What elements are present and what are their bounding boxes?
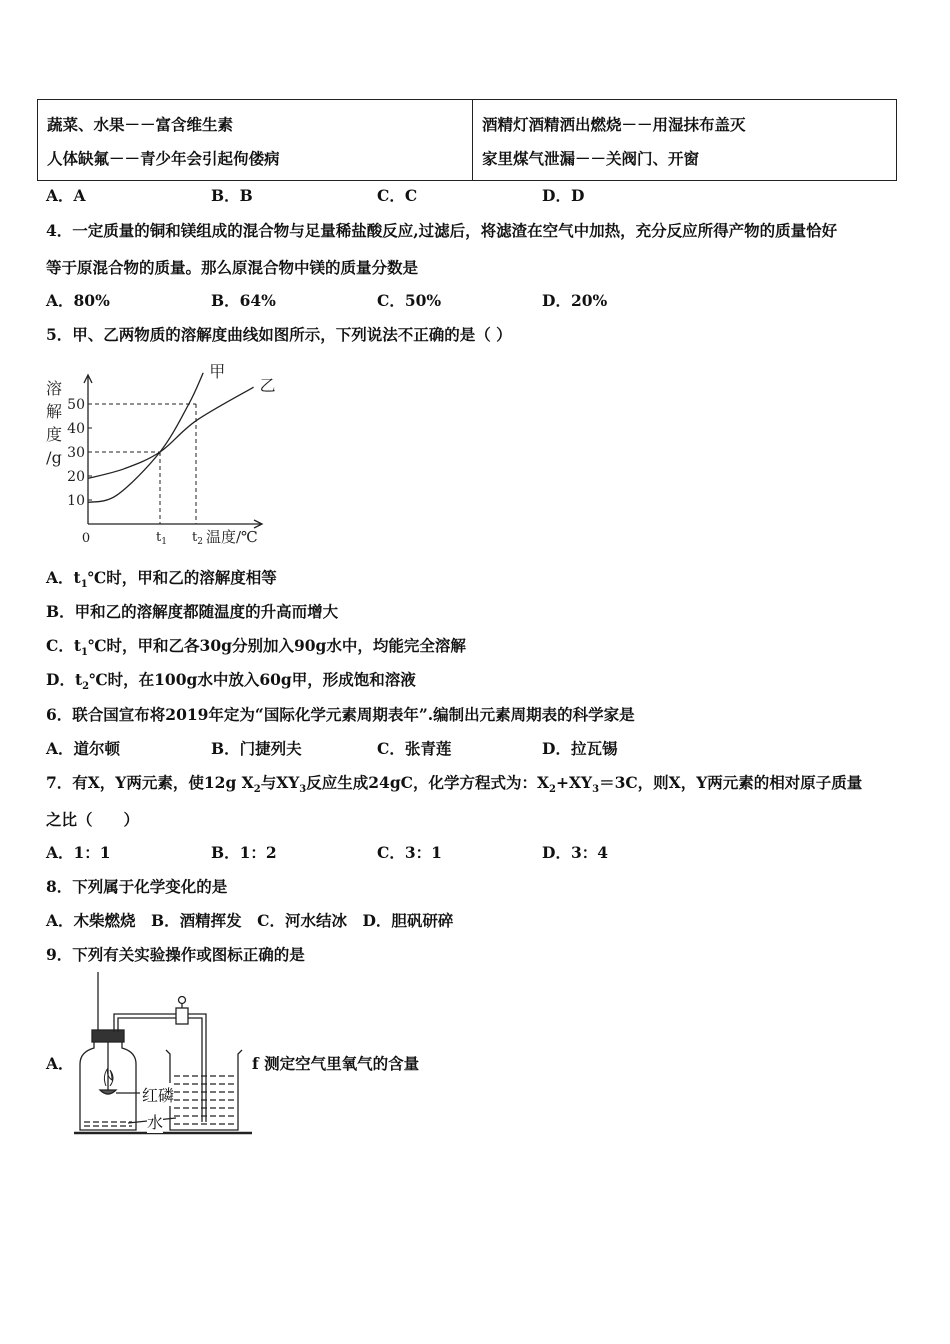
q7-sub-2a: 2 [253, 784, 261, 796]
q5-option-d-post: ℃时，在100g水中放入60g甲，形成饱和溶液 [89, 670, 416, 689]
q7-s3: 反应生成24gC，化学方程式为：X [306, 773, 550, 792]
q5-option-c-post: ℃时，甲和乙各30g分别加入90g水中，均能完全溶解 [87, 636, 466, 655]
combustion-spoon [100, 1090, 116, 1094]
q7-stem-line1 [46, 771, 862, 795]
q7-stem-line2: 之比（ ） [46, 810, 140, 829]
q9-option-a-label[interactable]: A． [46, 1054, 74, 1073]
q7-s4: +XY [556, 773, 593, 792]
q5-option-d[interactable] [46, 668, 416, 692]
q3-table-cell-right [473, 100, 897, 181]
y-tick-label: 40 [67, 421, 85, 437]
q4-stem-line1: 4．一定质量的铜和镁组成的混合物与足量稀盐酸反应,过滤后，将滤渣在空气中加热，充分反应所得产物的质量恰好 [46, 221, 838, 240]
q4-option-d[interactable]: D．20% [542, 291, 608, 310]
q7-option-b[interactable]: B．1：2 [211, 843, 277, 862]
q7-option-a[interactable]: A．1：1 [46, 843, 111, 862]
q7-sub-2b: 2 [549, 784, 556, 796]
solubility-chart [40, 362, 280, 552]
q7-s1: 7．有X，Y两元素，使12g X [46, 773, 254, 792]
q7-option-c[interactable]: C．3：1 [377, 843, 442, 862]
q9-stem: 9．下列有关实验操作或图标正确的是 [46, 945, 305, 964]
q3-option-a[interactable]: A．A [46, 186, 86, 205]
y-axis-label-char: 解 [45, 402, 63, 421]
y-tick-label: 10 [67, 493, 85, 509]
beaker [166, 1050, 242, 1130]
label-red-phosphorus: 红磷 [142, 1083, 174, 1106]
q4-option-b[interactable]: B．64% [211, 291, 276, 310]
y-tick-label: 50 [67, 397, 85, 413]
y-axis-label-char: 溶 [45, 379, 63, 398]
q4-option-c[interactable]: C．50% [377, 291, 442, 310]
x-tick-label: $t_2$ [192, 530, 203, 547]
q3-table-cell-left [38, 100, 473, 181]
q5-option-d-sub: 2 [82, 681, 90, 693]
q7-option-d[interactable]: D．3：4 [542, 843, 609, 862]
q5-option-a-post: ℃时，甲和乙的溶解度相等 [87, 568, 277, 587]
q5-option-c-sub: 1 [81, 647, 88, 659]
tube-clamp [176, 1008, 188, 1024]
q5-option-c[interactable] [46, 634, 466, 658]
series-curve-2 [88, 387, 254, 478]
q5-option-a-pre: A．t [46, 568, 81, 587]
y-axis-label-char: 度 [45, 425, 63, 444]
q3-row-1-left: 蔬菜、水果－－富含维生素 [47, 115, 234, 134]
q6-option-c[interactable]: C．张青莲 [377, 739, 452, 758]
q3-option-d[interactable]: D．D [542, 186, 585, 205]
q6-stem: 6．联合国宣布将2019年定为“国际化学元素周期表年”.编制出元素周期表的科学家是 [46, 705, 635, 724]
q3-row-2-right: 家里煤气泄漏－－关阀门、开窗 [482, 149, 700, 168]
q7-s2: 与XY [260, 773, 300, 792]
q6-option-b[interactable]: B．门捷列夫 [211, 739, 302, 758]
y-tick-label: 20 [67, 469, 85, 485]
label-water: 水 [147, 1110, 163, 1133]
series-curve-1 [88, 373, 203, 503]
q7-sub-3b: 3 [592, 784, 600, 796]
q3-row-2-left: 人体缺氟－－青少年会引起佝偻病 [47, 149, 280, 168]
q8-options[interactable]: A．木柴燃烧 B．酒精挥发 C．河水结冰 D．胆矾研碎 [46, 911, 454, 930]
q7-sub-3a: 3 [299, 784, 307, 796]
q3-row-1-right: 酒精灯酒精洒出燃烧－－用湿抹布盖灭 [482, 115, 746, 134]
q5-option-a-sub: 1 [80, 579, 88, 591]
q5-option-c-pre: C．t [46, 636, 81, 655]
q9-option-a-caption: f 测定空气里氧气的含量 [252, 1054, 420, 1073]
flame-icon [104, 1068, 113, 1086]
q7-s5: ＝3C，则X，Y两元素的相对原子质量 [599, 773, 863, 792]
x-axis-label: 温度/℃ [206, 528, 258, 546]
q5-stem: 5．甲、乙两物质的溶解度曲线如图所示，下列说法不正确的是（ ） [46, 325, 512, 344]
q8-stem: 8．下列属于化学变化的是 [46, 877, 228, 896]
series-label-2: 乙 [259, 376, 276, 396]
oxygen-apparatus-figure [70, 972, 270, 1137]
q6-option-d[interactable]: D．拉瓦锡 [542, 739, 618, 758]
series-label-1: 甲 [209, 362, 226, 381]
q6-option-a[interactable]: A．道尔顿 [46, 739, 121, 758]
q3-option-c[interactable]: C．C [377, 186, 418, 205]
y-tick-label: 30 [67, 445, 85, 461]
q5-option-a[interactable] [46, 566, 277, 590]
q4-option-a[interactable]: A．80% [46, 291, 110, 310]
origin-label: 0 [81, 531, 91, 546]
rubber-stopper [92, 1030, 124, 1042]
q5-option-d-pre: D．t [46, 670, 83, 689]
x-tick-subscript: 2 [197, 537, 203, 547]
x-tick-subscript: 1 [161, 537, 167, 547]
beaker-water [174, 1076, 234, 1124]
x-tick-label: $t_1$ [156, 530, 167, 547]
q3-table [37, 99, 897, 181]
q5-option-b[interactable]: B．甲和乙的溶解度都随温度的升高而增大 [46, 602, 339, 621]
q4-stem-line2: 等于原混合物的质量。那么原混合物中镁的质量分数是 [46, 258, 419, 277]
y-axis-label-char: /g [46, 448, 62, 467]
q3-option-b[interactable]: B．B [211, 186, 253, 205]
